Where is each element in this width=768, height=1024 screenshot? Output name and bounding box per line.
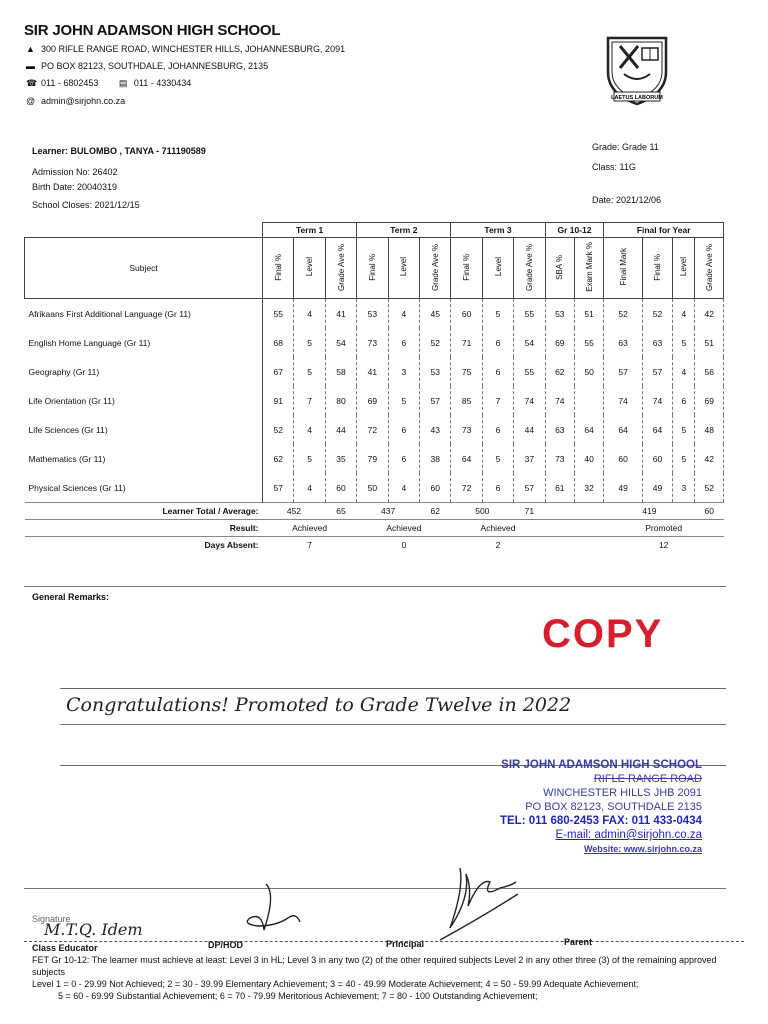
mark-cell: 63 (642, 328, 672, 357)
email-line: @ admin@sirjohn.co.za (26, 96, 126, 106)
stamp-line: E-mail: admin@sirjohn.co.za (555, 829, 702, 841)
col-header: SBA % (555, 254, 565, 280)
mark-cell: 5 (294, 357, 325, 386)
mark-cell: 5 (673, 328, 695, 357)
mark-cell: 53 (420, 357, 451, 386)
stamp-line: PO BOX 82123, SOUTHDALE 2135 (525, 801, 702, 813)
mark-cell: 5 (673, 415, 695, 444)
mark-cell: 4 (294, 415, 325, 444)
mark-cell: 74 (642, 386, 672, 415)
dp-hod-label: DP/HOD (208, 940, 244, 950)
result-label: Result: (25, 520, 263, 537)
mark-cell: 71 (451, 328, 482, 357)
mark-cell: 35 (325, 444, 356, 473)
mark-cell: 55 (514, 299, 545, 329)
footer-notes (32, 954, 740, 1002)
subject-name: Afrikaans First Additional Language (Gr 11) (25, 299, 263, 329)
parent-label: Parent (564, 937, 593, 947)
admission-number: Admission No: 26402 (32, 167, 118, 177)
subject-name: Life Orientation (Gr 11) (25, 386, 263, 415)
subject-name: English Home Language (Gr 11) (25, 328, 263, 357)
absent-row (25, 537, 724, 554)
table-row (25, 415, 724, 444)
mark-cell: 5 (294, 444, 325, 473)
mark-cell: 61 (545, 473, 574, 503)
mark-cell: 64 (451, 444, 482, 473)
mark-cell: 41 (325, 299, 356, 329)
mark-cell: 5 (388, 386, 419, 415)
t3-result: Achieved (451, 520, 545, 537)
mark-cell: 5 (673, 444, 695, 473)
col-header: Level (493, 257, 503, 277)
column-header-row (25, 238, 724, 299)
subject-name: Physical Sciences (Gr 11) (25, 473, 263, 503)
mark-cell: 73 (545, 444, 574, 473)
crest-motto: LAETUS LABORUM (611, 95, 663, 101)
mark-cell: 5 (482, 444, 513, 473)
mark-cell: 64 (642, 415, 672, 444)
mark-cell: 45 (420, 299, 451, 329)
mark-cell: 67 (263, 357, 294, 386)
mark-cell: 55 (574, 328, 603, 357)
fax-icon: ▤ (118, 78, 128, 88)
t2-total: 437 (357, 503, 420, 520)
mark-cell: 57 (642, 357, 672, 386)
report-date: Date: 2021/12/06 (592, 195, 662, 205)
subject-name: Life Sciences (Gr 11) (25, 415, 263, 444)
mark-cell: 6 (388, 444, 419, 473)
mark-cell: 48 (695, 415, 724, 444)
stamp-line: RIFLE RANGE ROAD (593, 773, 702, 785)
mark-cell: 43 (420, 415, 451, 444)
t3-total: 500 (451, 503, 514, 520)
mark-cell: 55 (263, 299, 294, 329)
school-stamp (470, 758, 702, 856)
group-term2: Term 2 (357, 223, 451, 238)
mark-cell: 54 (514, 328, 545, 357)
col-header: Grade Ave % (336, 243, 346, 291)
signature-label: Signature (32, 914, 71, 924)
class: Class: 11G (592, 162, 636, 172)
group-final-year: Final for Year (604, 223, 724, 238)
mark-cell: 3 (673, 473, 695, 503)
educator-signature: M.T.Q. Idem (44, 920, 143, 939)
mark-cell: 57 (604, 357, 642, 386)
stamp-line: WINCHESTER HILLS JHB 2091 (543, 787, 702, 799)
mark-cell: 72 (451, 473, 482, 503)
mark-cell: 38 (420, 444, 451, 473)
final-absent: 12 (604, 537, 724, 554)
school-name: SIR JOHN ADAMSON HIGH SCHOOL (24, 22, 281, 39)
mark-cell: 58 (325, 357, 356, 386)
mark-cell: 73 (451, 415, 482, 444)
mark-cell: 75 (451, 357, 482, 386)
mark-cell: 49 (604, 473, 642, 503)
mark-cell: 42 (695, 299, 724, 329)
address-line: ▲ 300 RIFLE RANGE ROAD, WINCHESTER HILLS, JOHANNESBURG, 2091 (26, 44, 346, 54)
subject-name: Geography (Gr 11) (25, 357, 263, 386)
total-label: Learner Total / Average: (25, 503, 263, 520)
absent-label: Days Absent: (25, 537, 263, 554)
mark-cell: 73 (357, 328, 388, 357)
mark-cell: 69 (357, 386, 388, 415)
footer-levels-1: Level 1 = 0 - 29.99 Not Achieved; 2 = 30 - 39.99 Elementary Achievement; 3 = 40 - 49.99 Moderate Achievement; 4 = 50 - 59.99 Adequate Achievement; (32, 979, 639, 989)
mark-cell: 80 (325, 386, 356, 415)
remarks-divider (24, 586, 726, 587)
mark-cell: 52 (263, 415, 294, 444)
hod-signature (236, 882, 306, 942)
marks-table (24, 222, 724, 553)
mark-cell: 91 (263, 386, 294, 415)
table-row (25, 357, 724, 386)
school-crest (604, 34, 670, 108)
mark-cell: 6 (482, 473, 513, 503)
col-header: Final % (367, 253, 377, 281)
table-row (25, 328, 724, 357)
mark-cell: 60 (604, 444, 642, 473)
mark-cell: 54 (325, 328, 356, 357)
handwritten-remark: Congratulations! Promoted to Grade Twelve in 2022 (66, 694, 572, 716)
mark-cell: 6 (482, 357, 513, 386)
pobox-line: ▬ PO BOX 82123, SOUTHDALE, JOHANNESBURG, 2135 (26, 61, 269, 71)
mark-cell: 69 (695, 386, 724, 415)
mark-cell: 6 (482, 415, 513, 444)
birth-date: Birth Date: 20040319 (32, 182, 118, 192)
mark-cell: 4 (673, 299, 695, 329)
class-educator-label: Class Educator (32, 943, 98, 953)
mark-cell (574, 386, 603, 415)
footer-levels-2: 5 = 60 - 69.99 Substantial Achievement; 6 = 70 - 79.99 Meritorious Achievement; 7 = 80 - 100 Outstanding Achievement; (58, 991, 538, 1001)
mark-cell: 44 (325, 415, 356, 444)
mark-cell: 7 (482, 386, 513, 415)
mark-cell: 40 (574, 444, 603, 473)
group-term3: Term 3 (451, 223, 545, 238)
mark-cell: 74 (545, 386, 574, 415)
col-header: Final % (653, 253, 663, 281)
mark-cell: 57 (420, 386, 451, 415)
mark-cell: 5 (294, 328, 325, 357)
mark-cell: 44 (514, 415, 545, 444)
mark-cell: 62 (263, 444, 294, 473)
col-header: Exam Mark % (584, 242, 594, 292)
footer-requirement: FET Gr 10-12: The learner must achieve at least: Level 3 in HL; Level 3 in any two (2) of the other required subjects Level 2 in any other three (3) of the remaining approved subjects (32, 955, 717, 977)
subject-header: Subject (25, 238, 263, 299)
principal-signature (420, 858, 520, 948)
group-term1: Term 1 (263, 223, 357, 238)
stamp-line: Website: www.sirjohn.co.za (583, 844, 702, 854)
col-header: Grade Ave % (704, 243, 714, 291)
col-header: Level (679, 257, 689, 277)
table-row (25, 473, 724, 503)
mark-cell: 53 (357, 299, 388, 329)
mark-cell: 72 (357, 415, 388, 444)
t3-average: 71 (514, 503, 545, 520)
grade: Grade: Grade 11 (592, 142, 659, 152)
stamp-line: SIR JOHN ADAMSON HIGH SCHOOL (501, 759, 702, 771)
school-closes: School Closes: 2021/12/15 (32, 200, 140, 210)
principal-label: Principal (386, 939, 425, 949)
mark-cell: 62 (545, 357, 574, 386)
mark-cell: 52 (695, 473, 724, 503)
mark-cell: 5 (482, 299, 513, 329)
mark-cell: 63 (604, 328, 642, 357)
mark-cell: 51 (574, 299, 603, 329)
mark-cell: 68 (263, 328, 294, 357)
t1-absent: 7 (263, 537, 357, 554)
signature-divider (24, 888, 726, 889)
remarks-line (60, 724, 726, 725)
col-header: Final Mark (618, 248, 628, 286)
learner-name: Learner: BULOMBO , TANYA - 711190589 (32, 146, 206, 156)
t2-absent: 0 (357, 537, 451, 554)
general-remarks-label: General Remarks: (32, 592, 110, 602)
mark-cell: 3 (388, 357, 419, 386)
totals-row (25, 503, 724, 520)
mark-cell: 69 (545, 328, 574, 357)
col-header: Level (399, 257, 409, 277)
mark-cell: 4 (294, 299, 325, 329)
mark-cell: 41 (357, 357, 388, 386)
col-header: Final % (462, 253, 472, 281)
mark-cell: 4 (294, 473, 325, 503)
mark-cell: 4 (388, 473, 419, 503)
t1-result: Achieved (263, 520, 357, 537)
mark-cell: 60 (325, 473, 356, 503)
result-row (25, 520, 724, 537)
signature-line (24, 941, 744, 942)
mark-cell: 60 (420, 473, 451, 503)
mark-cell: 64 (574, 415, 603, 444)
mark-cell: 51 (695, 328, 724, 357)
stamp-line: TEL: 011 680-2453 FAX: 011 433-0434 (499, 815, 702, 827)
t1-average: 65 (325, 503, 356, 520)
table-row (25, 299, 724, 329)
mark-cell: 4 (388, 299, 419, 329)
mark-cell: 50 (574, 357, 603, 386)
group-gr10-12: Gr 10-12 (545, 223, 604, 238)
phone-icon: ☎ (26, 78, 38, 88)
mark-cell: 50 (357, 473, 388, 503)
col-header: Final % (273, 253, 283, 281)
mark-cell: 57 (514, 473, 545, 503)
final-average: 60 (695, 503, 724, 520)
mark-cell: 49 (642, 473, 672, 503)
mark-cell: 6 (673, 386, 695, 415)
table-row (25, 444, 724, 473)
at-icon: @ (26, 96, 36, 106)
mark-cell: 56 (695, 357, 724, 386)
t3-absent: 2 (451, 537, 545, 554)
mark-cell: 74 (604, 386, 642, 415)
mark-cell: 63 (545, 415, 574, 444)
subject-rows (25, 299, 724, 503)
mark-cell: 60 (642, 444, 672, 473)
phone-line: ☎ 011 - 6802453 ▤ 011 - 4330434 (26, 78, 192, 88)
mark-cell: 4 (673, 357, 695, 386)
mark-cell: 64 (604, 415, 642, 444)
group-header-row (25, 223, 724, 238)
mark-cell: 79 (357, 444, 388, 473)
col-header: Grade Ave % (524, 243, 534, 291)
mark-cell: 37 (514, 444, 545, 473)
final-result: Promoted (604, 520, 724, 537)
mark-cell: 32 (574, 473, 603, 503)
mark-cell: 6 (388, 415, 419, 444)
mark-cell: 6 (388, 328, 419, 357)
mark-cell: 53 (545, 299, 574, 329)
mark-cell: 52 (420, 328, 451, 357)
t2-result: Achieved (357, 520, 451, 537)
mark-cell: 85 (451, 386, 482, 415)
t2-average: 62 (420, 503, 451, 520)
mark-cell: 42 (695, 444, 724, 473)
mark-cell: 6 (482, 328, 513, 357)
col-header: Level (305, 257, 315, 277)
t1-total: 452 (263, 503, 326, 520)
mark-cell: 57 (263, 473, 294, 503)
mark-cell: 7 (294, 386, 325, 415)
mark-cell: 60 (451, 299, 482, 329)
copy-stamp: COPY (542, 612, 664, 656)
subject-name: Mathematics (Gr 11) (25, 444, 263, 473)
mark-cell: 52 (642, 299, 672, 329)
final-total: 419 (604, 503, 695, 520)
building-icon: ▲ (26, 44, 35, 54)
mailbox-icon: ▬ (26, 61, 35, 71)
col-header: Grade Ave % (430, 243, 440, 291)
table-row (25, 386, 724, 415)
mark-cell: 74 (514, 386, 545, 415)
mark-cell: 55 (514, 357, 545, 386)
mark-cell: 52 (604, 299, 642, 329)
